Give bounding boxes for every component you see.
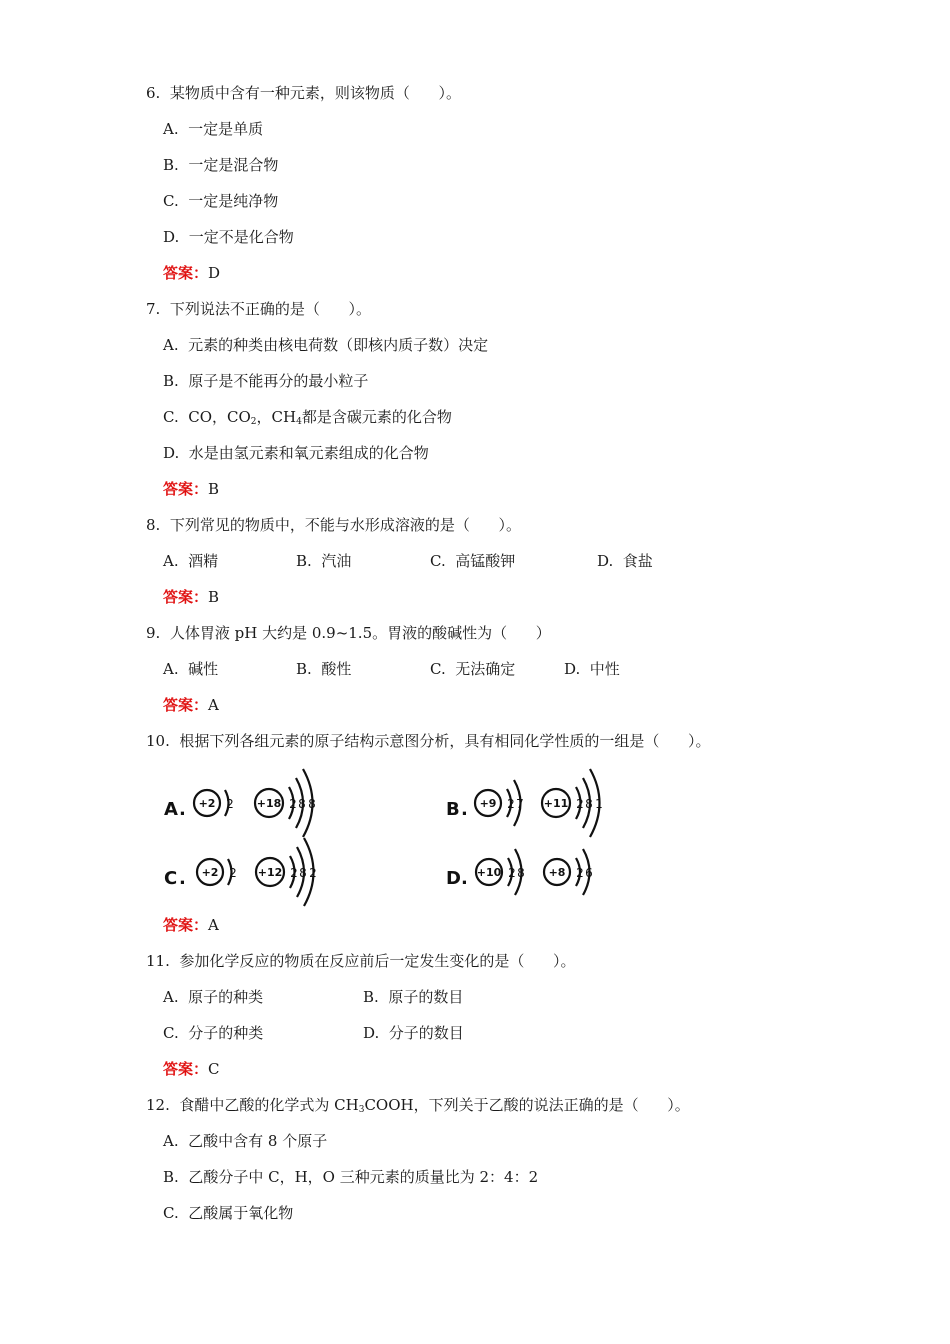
question-9-stem: 9. 人体胃液 pH 大约是 0.9~1.5。胃液的酸碱性为（ ） bbox=[146, 624, 551, 642]
nucleus-charge: +10 bbox=[476, 866, 502, 879]
q7-option-c-mid: ，CH bbox=[256, 408, 297, 426]
answer-value: A bbox=[208, 916, 219, 934]
electron-count: 6 bbox=[585, 866, 593, 880]
q8-option-d: D. 食盐 bbox=[597, 552, 653, 570]
q9-option-a: A. 碱性 bbox=[163, 660, 219, 678]
nucleus-charge: +2 bbox=[198, 797, 216, 810]
answer-value: D bbox=[208, 264, 221, 282]
question-11-stem: 11. 参加化学反应的物质在反应前后一定发生变化的是（ ）。 bbox=[146, 952, 576, 970]
q6-option-c: C. 一定是纯净物 bbox=[163, 192, 279, 210]
electron-count: 7 bbox=[516, 797, 524, 811]
diagram-label-b: B bbox=[446, 799, 460, 820]
electron-count: 2 bbox=[289, 797, 297, 811]
nucleus-charge: +8 bbox=[548, 866, 566, 879]
electron-count: 8 bbox=[308, 797, 316, 811]
q11-answer bbox=[163, 1059, 220, 1079]
q8-option-b: B. 汽油 bbox=[296, 552, 352, 570]
q8-answer bbox=[163, 587, 219, 607]
q11-option-a: A. 原子的种类 bbox=[163, 988, 264, 1006]
q11-option-c: C. 分子的种类 bbox=[163, 1024, 264, 1042]
q10-answer bbox=[163, 915, 219, 935]
label-dot: . bbox=[461, 799, 468, 820]
q12-option-b: B. 乙酸分子中 C，H，O 三种元素的质量比为 2：4：2 bbox=[163, 1168, 539, 1186]
nucleus-charge: +18 bbox=[256, 797, 282, 810]
q7-option-c-head: C. CO，CO bbox=[163, 408, 251, 426]
q12-stem-head: 12. 食醋中乙酸的化学式为 CH bbox=[146, 1096, 359, 1114]
electron-count: 2 bbox=[576, 797, 584, 811]
question-6-stem: 6. 某物质中含有一种元素，则该物质（ ）。 bbox=[146, 84, 461, 102]
answer-label: 答案： bbox=[163, 480, 209, 498]
answer-label: 答案： bbox=[163, 264, 209, 282]
subscript: 4 bbox=[296, 417, 302, 427]
electron-count: 8 bbox=[517, 866, 525, 880]
q11-option-b: B. 原子的数目 bbox=[363, 988, 464, 1006]
q12-option-a: A. 乙酸中含有 8 个原子 bbox=[163, 1132, 328, 1150]
q7-option-b: B. 原子是不能再分的最小粒子 bbox=[163, 372, 369, 390]
electron-count: 2 bbox=[576, 866, 584, 880]
q7-option-c bbox=[163, 407, 452, 427]
nucleus-charge: +9 bbox=[479, 797, 497, 810]
label-dot: . bbox=[461, 868, 468, 889]
q9-answer bbox=[163, 695, 219, 715]
q7-option-d: D. 水是由氢元素和氧元素组成的化合物 bbox=[163, 444, 429, 462]
q12-option-c: C. 乙酸属于氧化物 bbox=[163, 1204, 294, 1222]
answer-value: B bbox=[208, 480, 220, 498]
answer-value: B bbox=[208, 588, 220, 606]
answer-value: C bbox=[208, 1060, 220, 1078]
q12-stem-tail: COOH，下列关于乙酸的说法正确的是（ ）。 bbox=[364, 1096, 690, 1114]
q9-option-d: D. 中性 bbox=[564, 660, 620, 678]
nucleus-charge: +12 bbox=[257, 866, 283, 879]
nucleus-charge: +2 bbox=[201, 866, 219, 879]
diagram-label-c: C bbox=[164, 868, 178, 889]
diagram-label-d: D bbox=[446, 868, 461, 889]
q8-option-c: C. 高锰酸钾 bbox=[430, 552, 516, 570]
q11-option-d: D. 分子的数目 bbox=[363, 1024, 464, 1042]
diagram-label-a: A bbox=[164, 799, 178, 820]
q6-answer bbox=[163, 263, 220, 283]
answer-label: 答案： bbox=[163, 916, 209, 934]
answer-label: 答案： bbox=[163, 696, 209, 714]
electron-count: 1 bbox=[595, 797, 603, 811]
electron-count: 8 bbox=[298, 797, 306, 811]
question-8-stem: 8. 下列常见的物质中，不能与水形成溶液的是（ ）。 bbox=[146, 516, 521, 534]
subscript: 2 bbox=[250, 417, 257, 427]
electron-count: 8 bbox=[299, 866, 307, 880]
electron-count: 2 bbox=[507, 797, 515, 811]
question-10-stem: 10. 根据下列各组元素的原子结构示意图分析，具有相同化学性质的一组是（ ）。 bbox=[146, 732, 711, 750]
q9-option-c: C. 无法确定 bbox=[430, 660, 516, 678]
electron-count: 2 bbox=[290, 866, 298, 880]
nucleus-charge: +11 bbox=[543, 797, 569, 810]
answer-value: A bbox=[208, 696, 219, 714]
electron-count: 2 bbox=[309, 866, 317, 880]
label-dot: . bbox=[179, 868, 186, 889]
answer-label: 答案： bbox=[163, 588, 209, 606]
q8-option-a: A. 酒精 bbox=[163, 552, 219, 570]
electron-count: 8 bbox=[585, 797, 593, 811]
q9-option-b: B. 酸性 bbox=[296, 660, 352, 678]
q6-option-b: B. 一定是混合物 bbox=[163, 156, 279, 174]
electron-count: 2 bbox=[229, 866, 237, 880]
label-dot: . bbox=[179, 799, 186, 820]
atomic-structure-diagram bbox=[150, 760, 630, 910]
q7-option-a: A. 元素的种类由核电荷数（即核内质子数）决定 bbox=[163, 336, 489, 354]
subscript: 3 bbox=[358, 1105, 365, 1115]
electron-count: 2 bbox=[508, 866, 516, 880]
question-7-stem: 7. 下列说法不正确的是（ ）。 bbox=[146, 300, 371, 318]
electron-count: 2 bbox=[226, 797, 234, 811]
answer-label: 答案： bbox=[163, 1060, 209, 1078]
question-12-stem bbox=[146, 1095, 690, 1115]
q7-option-c-tail: 都是含碳元素的化合物 bbox=[301, 408, 452, 426]
q7-answer bbox=[163, 479, 219, 499]
q6-option-d: D. 一定不是化合物 bbox=[163, 228, 294, 246]
q6-option-a: A. 一定是单质 bbox=[163, 120, 264, 138]
